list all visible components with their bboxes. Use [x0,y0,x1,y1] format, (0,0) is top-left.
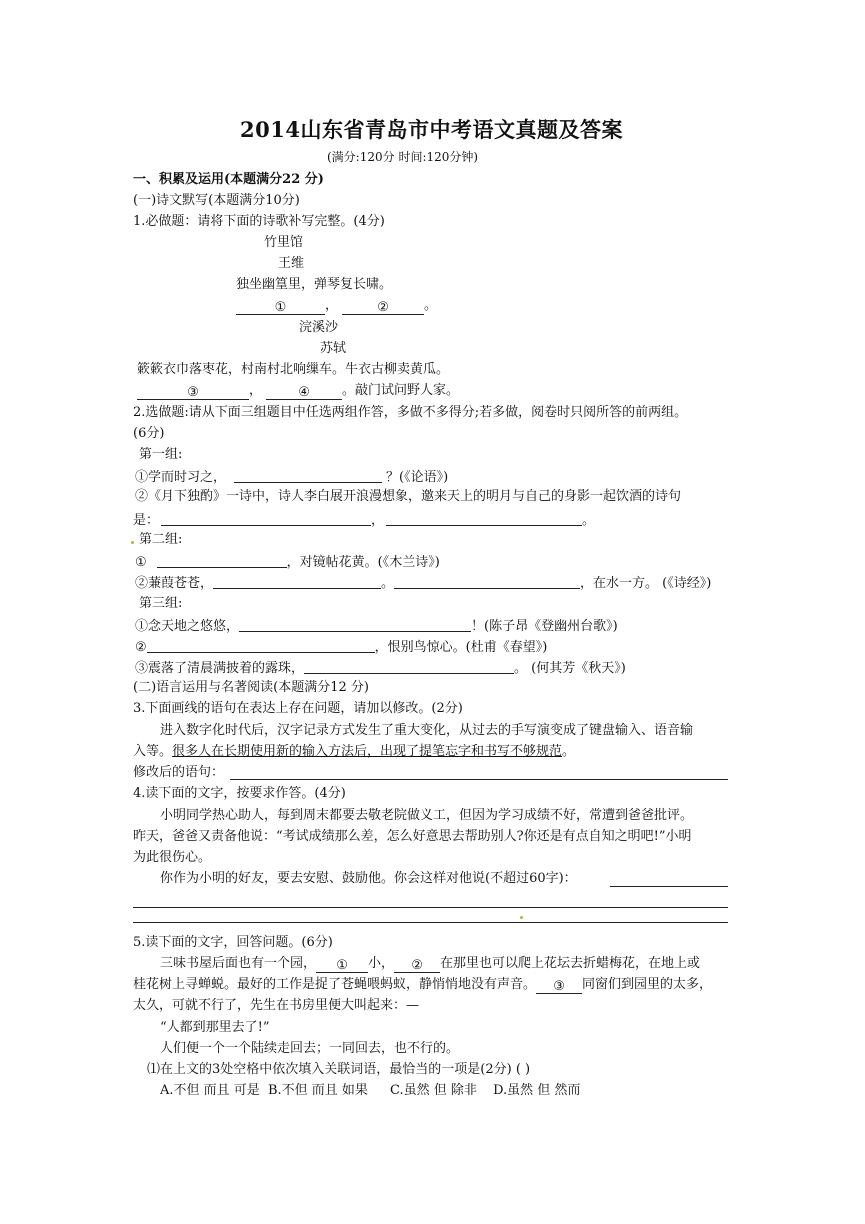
q5-line1-a: 三味书屋后面也有一个园， [160,956,317,971]
g1-item2-pre: 是： [133,513,160,528]
group3-label: 第三组: [139,596,183,611]
fill-blank-2[interactable]: ② [342,300,424,315]
q3-answer-label: 修改后的语句： [133,765,225,780]
group1-label: 第一组: [139,447,183,462]
stray-mark [131,541,134,544]
g3-item3-pre: ③震落了清晨满披着的露珠， [135,661,305,676]
poem2-blank-line: ③ ， ④ 。敲门试问野人家。 [137,383,459,400]
part1-heading: (一)诗文默写(本题满分10分) [133,193,300,208]
g2-item1-source: ，对镜帖花黄。(《木兰诗》) [286,555,440,570]
g2-item2-pre: ②蒹葭苍苍， [135,576,214,591]
g1-item1-blank[interactable] [234,468,382,483]
g3-item2-pre: ② [135,640,147,655]
g1-item1-text: ①学而时习之， [135,470,227,485]
q5-blank-2[interactable]: ② [394,958,440,973]
g2-item1 [135,553,440,571]
g1-item2-blank-1[interactable] [161,511,371,526]
g3-item3-blank[interactable] [304,659,514,674]
g1-item2-line2: 是： ， 。 [133,513,596,528]
g1-item2-line1: ②《月下独酌》一诗中，诗人李白展开浪漫想象，邀来天上的明月与自己的身影一起饮酒的诗句 [135,489,682,504]
q3-text-line2 [133,744,575,760]
document-title: 2014山东省青岛市中考语文真题及答案 [240,117,623,142]
option-c[interactable]: C.虽然 但 除非 [390,1083,477,1098]
q5-line1-c: 在那里也可以爬上花坛去折蜡梅花，在地上或 [440,956,701,971]
q3-text-line2-pre: 入等。 [133,744,173,759]
q5-text-line5: 人们便一个一个陆续走回去；一同回去，也不行的。 [160,1041,460,1056]
section1-heading: 一、积累及运用(本题满分22 分) [133,172,324,187]
q5-options [160,1083,580,1099]
q2-prompt: 2.选做题:请从下面三组题目中任选两组作答，多做不多得分;若多做，阅卷时只阅所答的前两组。 [133,405,688,420]
stray-mark-2 [520,916,523,919]
q5-blank-3[interactable]: ③ [536,979,582,994]
poem1-line1: 独坐幽篁里，弹琴复长啸。 [236,277,393,292]
poem2-title: 浣溪沙 [299,320,339,335]
q2-points: (6分) [133,426,165,441]
q5-line2-a: 桂花树上寻蝉蜕。最好的工作是捉了苍蝇喂蚂蚁，静悄悄地没有声音。 [133,977,537,992]
q4-answer-line-1[interactable] [610,886,728,887]
q4-answer-line-3[interactable] [133,922,728,923]
fill-blank-1[interactable]: ① [236,300,325,315]
q3-underlined-sentence: 很多人在长期使用新的输入方法后，出现了提笔忘字和书写不够规范 [172,744,563,759]
option-b[interactable]: B.不但 而且 如果 [267,1083,368,1098]
g1-item1 [135,468,448,486]
q4-text-line1: 小明同学热心助人，每到周末都要去敬老院做义工，但因为学习成绩不好，常遭到爸爸批评。 [160,808,694,823]
document-subtitle: (满分:120分 时间:120分钟) [327,150,479,164]
q5-text-line1 [160,956,700,973]
g2-item1-blank[interactable] [157,553,287,568]
q5-text-line4: “人都到那里去了!” [160,1020,270,1035]
g1-item2-blank-2[interactable] [386,511,582,526]
q4-task: 你作为小明的好友，要去安慰、鼓励他。你会这样对他说(不超过60字)： [160,871,577,886]
g3-item1-blank[interactable] [239,617,471,632]
poem2-line1: 簌簌衣巾落枣花，村南村北响缫车。牛衣古柳卖黄瓜。 [137,362,450,377]
g3-item2 [135,638,547,656]
g2-item2-blank-2[interactable] [394,574,580,589]
q3-answer-line[interactable] [230,779,728,780]
fill-blank-4[interactable]: ④ [266,385,342,400]
option-a[interactable]: A.不但 而且 可是 [160,1083,260,1098]
fill-blank-3[interactable]: ③ [137,385,249,400]
g3-item1-source: ！(陈子昂《登幽州台歌》) [471,619,618,634]
q5-text-line3: 太久，可就不行了，先生在书房里便大叫起来：— [133,998,420,1013]
g2-item2-source: ，在水一方。 (《诗经》) [580,576,712,591]
poem2-author: 苏轼 [320,341,347,356]
q5-line1-b: 小， [368,956,395,971]
poem1-title: 竹里馆 [264,235,304,250]
q3-prompt: 3.下面画线的语句在表达上存在问题，请加以修改。(2分) [133,701,463,716]
q5-blank-1[interactable]: ① [316,958,368,973]
q3-text-line2-post: 。 [562,744,576,759]
g3-item1 [135,617,618,635]
g2-item2: ②蒹葭苍苍， 。 ，在水一方。 (《诗经》) [135,576,712,591]
q5-sub1: ⑴在上文的3处空格中依次填入关联词语，最恰当的一项是(2分) ( ) [147,1062,531,1077]
g2-item2-blank-1[interactable] [213,574,381,589]
q4-text-line3: 为此很伤心。 [133,850,212,865]
g3-item2-blank[interactable] [147,638,375,653]
q3-text-line1: 进入数字化时代后，汉字记录方式发生了重大变化，从过去的手写演变成了键盘输入、语音输 [160,723,694,738]
group2-label: 第二组: [139,532,183,547]
q4-text-line2: 昨天，爸爸又责备他说：“考试成绩那么差，怎么好意思去帮助别人?你还是有点自知之明吧!”小明 [133,829,692,844]
g3-item3 [135,659,626,677]
g2-item1-pre: ① [135,555,147,570]
q4-prompt: 4.读下面的文字，按要求作答。(4分) [133,786,346,801]
poem1-blank-line: ① ， ② 。 [236,298,437,315]
g3-item3-source: 。 (何其芳《秋天》) [514,661,626,676]
g1-item1-source: ？(《论语》) [386,470,449,485]
option-d[interactable]: D.虽然 但 然而 [493,1083,581,1098]
g3-item1-pre: ①念天地之悠悠， [135,619,240,634]
poem1-author: 王维 [278,256,305,271]
q4-answer-line-2[interactable] [133,907,728,908]
q5-line2-b: 同窗们到园里的太多， [582,977,713,992]
poem2-tail: 。敲门试问野人家。 [342,383,460,398]
part2-heading: (二)语言运用与名著阅读(本题满分12 分) [133,680,369,695]
g3-item2-source: ，恨别鸟惊心。(杜甫《春望》) [374,640,548,655]
q5-text-line2 [133,977,712,994]
q5-prompt: 5.读下面的文字，回答问题。(6分) [133,935,333,950]
q1-prompt: 1.必做题：请将下面的诗歌补写完整。(4分) [133,214,385,229]
